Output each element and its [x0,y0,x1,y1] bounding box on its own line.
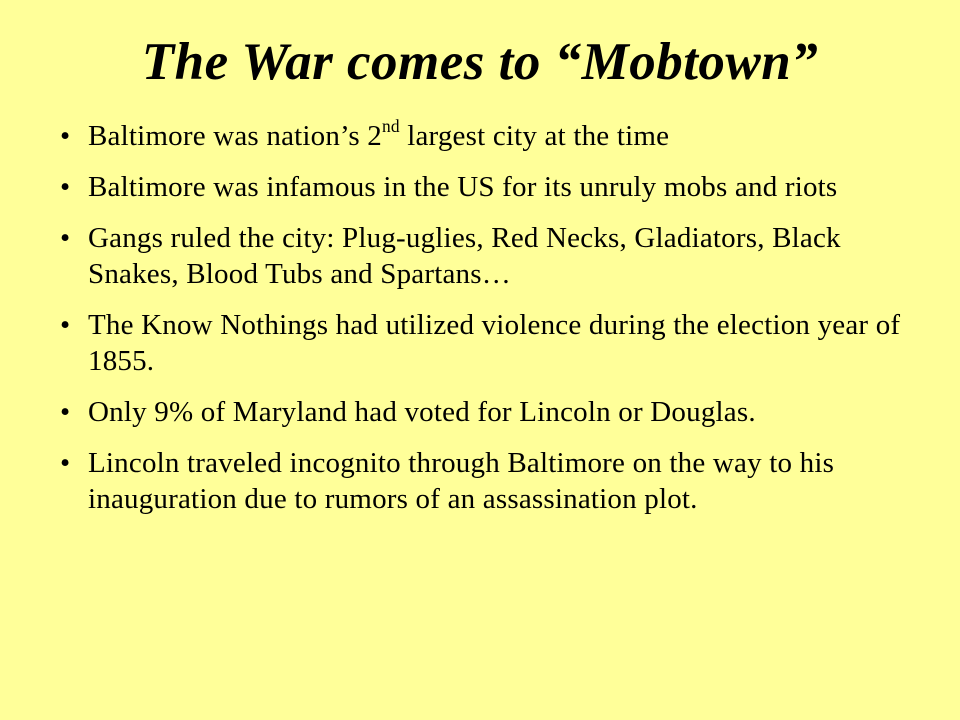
bullet-dot-icon: • [60,309,71,341]
bullet-item [60,115,912,154]
bullet-item [62,307,912,379]
bullet-dot-icon: • [60,171,71,203]
bullet-text: Gangs ruled the city: Plug-uglies, Red Necks, Gladiators, Black Snakes, Blood Tubs and Spartans… [88,222,841,290]
bullet-text: largest city at the time [399,120,670,152]
bullet-dot-icon: • [60,447,71,479]
bullet-text: Baltimore was nation’s 2 [88,120,382,152]
bullet-text: The Know Nothings had utilized violence during the election year of 1855. [88,309,901,377]
bullet-item [62,394,912,430]
bullet-dot-icon: • [60,120,71,152]
bullet-text: Lincoln traveled incognito through Baltimore on the way to his inauguration due to rumors of an assassination plot. [88,447,835,515]
slide-title: The War comes to “Mobtown” [141,33,819,91]
bullet-list [60,115,912,532]
superscript-text: nd [381,115,400,136]
bullet-text: Baltimore was infamous in the US for its unruly mobs and riots [88,171,838,203]
bullet-item [62,220,912,292]
bullet-dot-icon: • [60,396,71,428]
bullet-dot-icon: • [60,222,71,254]
bullet-text: Only 9% of Maryland had voted for Lincoln or Douglas. [88,396,756,428]
bullet-item [62,445,912,517]
bullet-item [62,169,912,205]
